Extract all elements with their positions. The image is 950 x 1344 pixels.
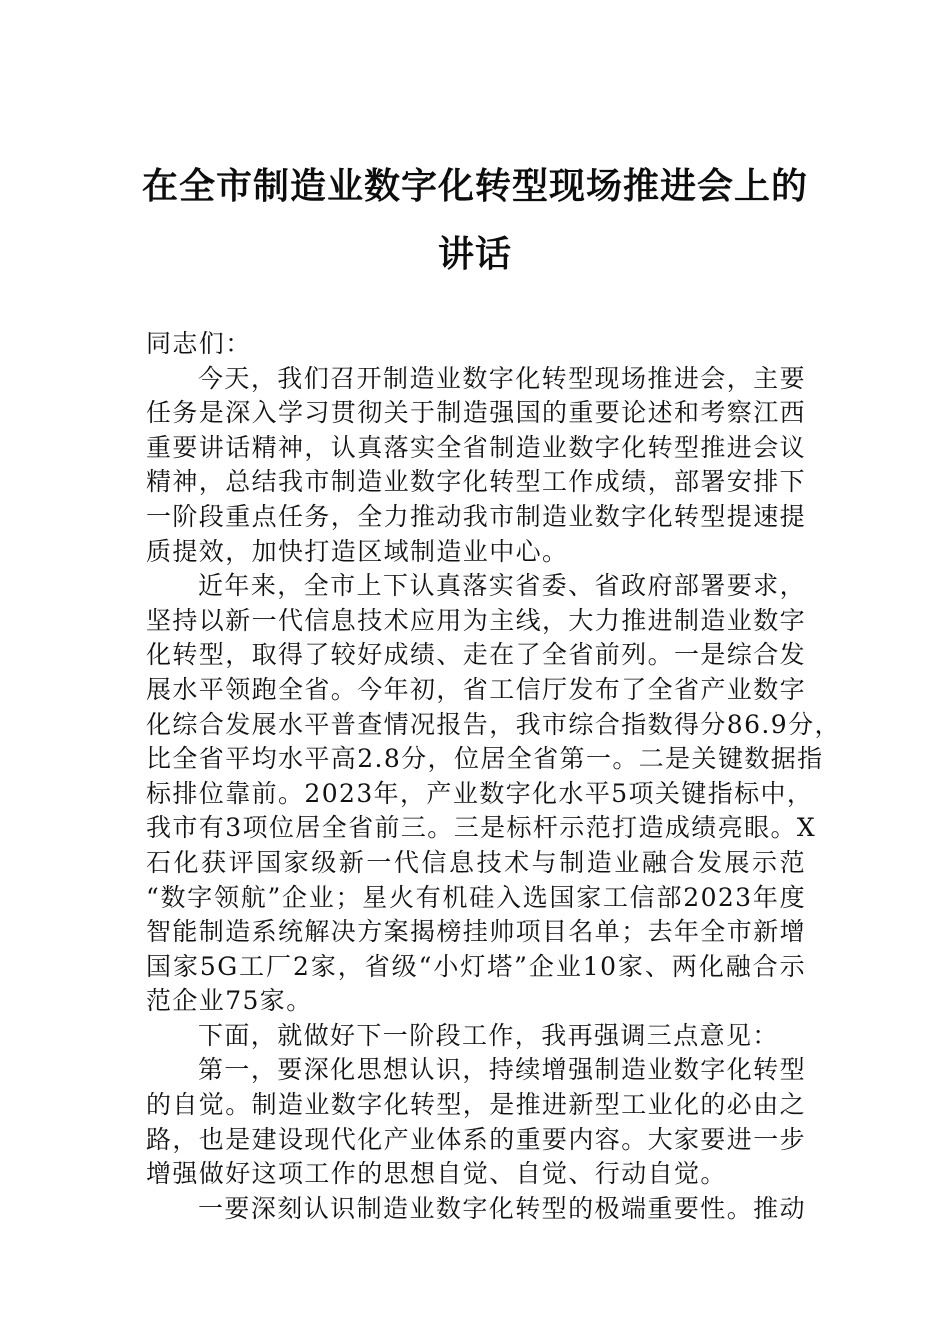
text-line: 比全省平均水平高2.8分，位居全省第一。二是关键数据指 — [146, 744, 824, 774]
text-line: 今天，我们召开制造业数字化转型现场推进会，主要 — [198, 363, 806, 393]
text-line: 的自觉。制造业数字化转型，是推进新型工业化的必由之 — [146, 1090, 807, 1120]
text-line: 一阶段重点任务，全力推动我市制造业数字化转型提速提 — [146, 501, 807, 531]
text-line: 近年来，全市上下认真落实省委、省政府部署要求， — [198, 571, 806, 601]
text-line: 展水平领跑全省。今年初，省工信厅发布了全省产业数字 — [146, 674, 807, 704]
text-line: 坚持以新一代信息技术应用为主线，大力推进制造业数字 — [146, 605, 807, 635]
text-line: 化转型，取得了较好成绩、走在了全省前列。一是综合发 — [146, 640, 807, 670]
text-line: 重要讲话精神，认真落实全省制造业数字化转型推进会议 — [146, 432, 807, 462]
text-line: 石化获评国家级新一代信息技术与制造业融合发展示范 — [146, 847, 806, 877]
text-line: 质提效，加快打造区域制造业中心。 — [146, 536, 569, 566]
text-line: 标排位靠前。2023年，产业数字化水平5项关键指标中， — [146, 778, 814, 808]
salutation: 同志们： — [146, 329, 252, 358]
text-line: 化综合发展水平普查情况报告，我市综合指数得分86.9分， — [146, 709, 841, 739]
text-line: 下面，就做好下一阶段工作，我再强调三点意见： — [198, 1020, 779, 1050]
text-line: 增强做好这项工作的思想自觉、自觉、行动自觉。 — [146, 1159, 727, 1189]
document-body — [146, 327, 841, 1226]
text-line: “数字领航”企业；星火有机硅入选国家工信部2023年度 — [146, 882, 806, 912]
text-line: 任务是深入学习贯彻关于制造强国的重要论述和考察江西 — [146, 398, 807, 428]
text-line: 一要深刻认识制造业数字化转型的极端重要性。推动 — [198, 1193, 806, 1223]
body-lines — [146, 362, 841, 1227]
text-line: 智能制造系统解决方案揭榜挂帅项目名单；去年全市新增 — [146, 917, 807, 947]
document-title-line-1: 在全市制造业数字化转型现场推进会上的 — [141, 165, 808, 207]
text-line: 路，也是建设现代化产业体系的重要内容。大家要进一步 — [146, 1124, 807, 1154]
document-title-line-2: 讲话 — [437, 233, 512, 275]
text-line: 第一，要深化思想认识，持续增强制造业数字化转型 — [198, 1055, 806, 1085]
text-line: 范企业75家。 — [146, 986, 313, 1016]
text-line: 精神，总结我市制造业数字化转型工作成绩，部署安排下 — [146, 467, 807, 497]
text-line: 国家5G工厂2家，省级“小灯塔”企业10家、两化融合示 — [146, 951, 806, 981]
text-line: 我市有3项位居全省前三。三是标杆示范打造成绩亮眼。X — [146, 813, 817, 843]
